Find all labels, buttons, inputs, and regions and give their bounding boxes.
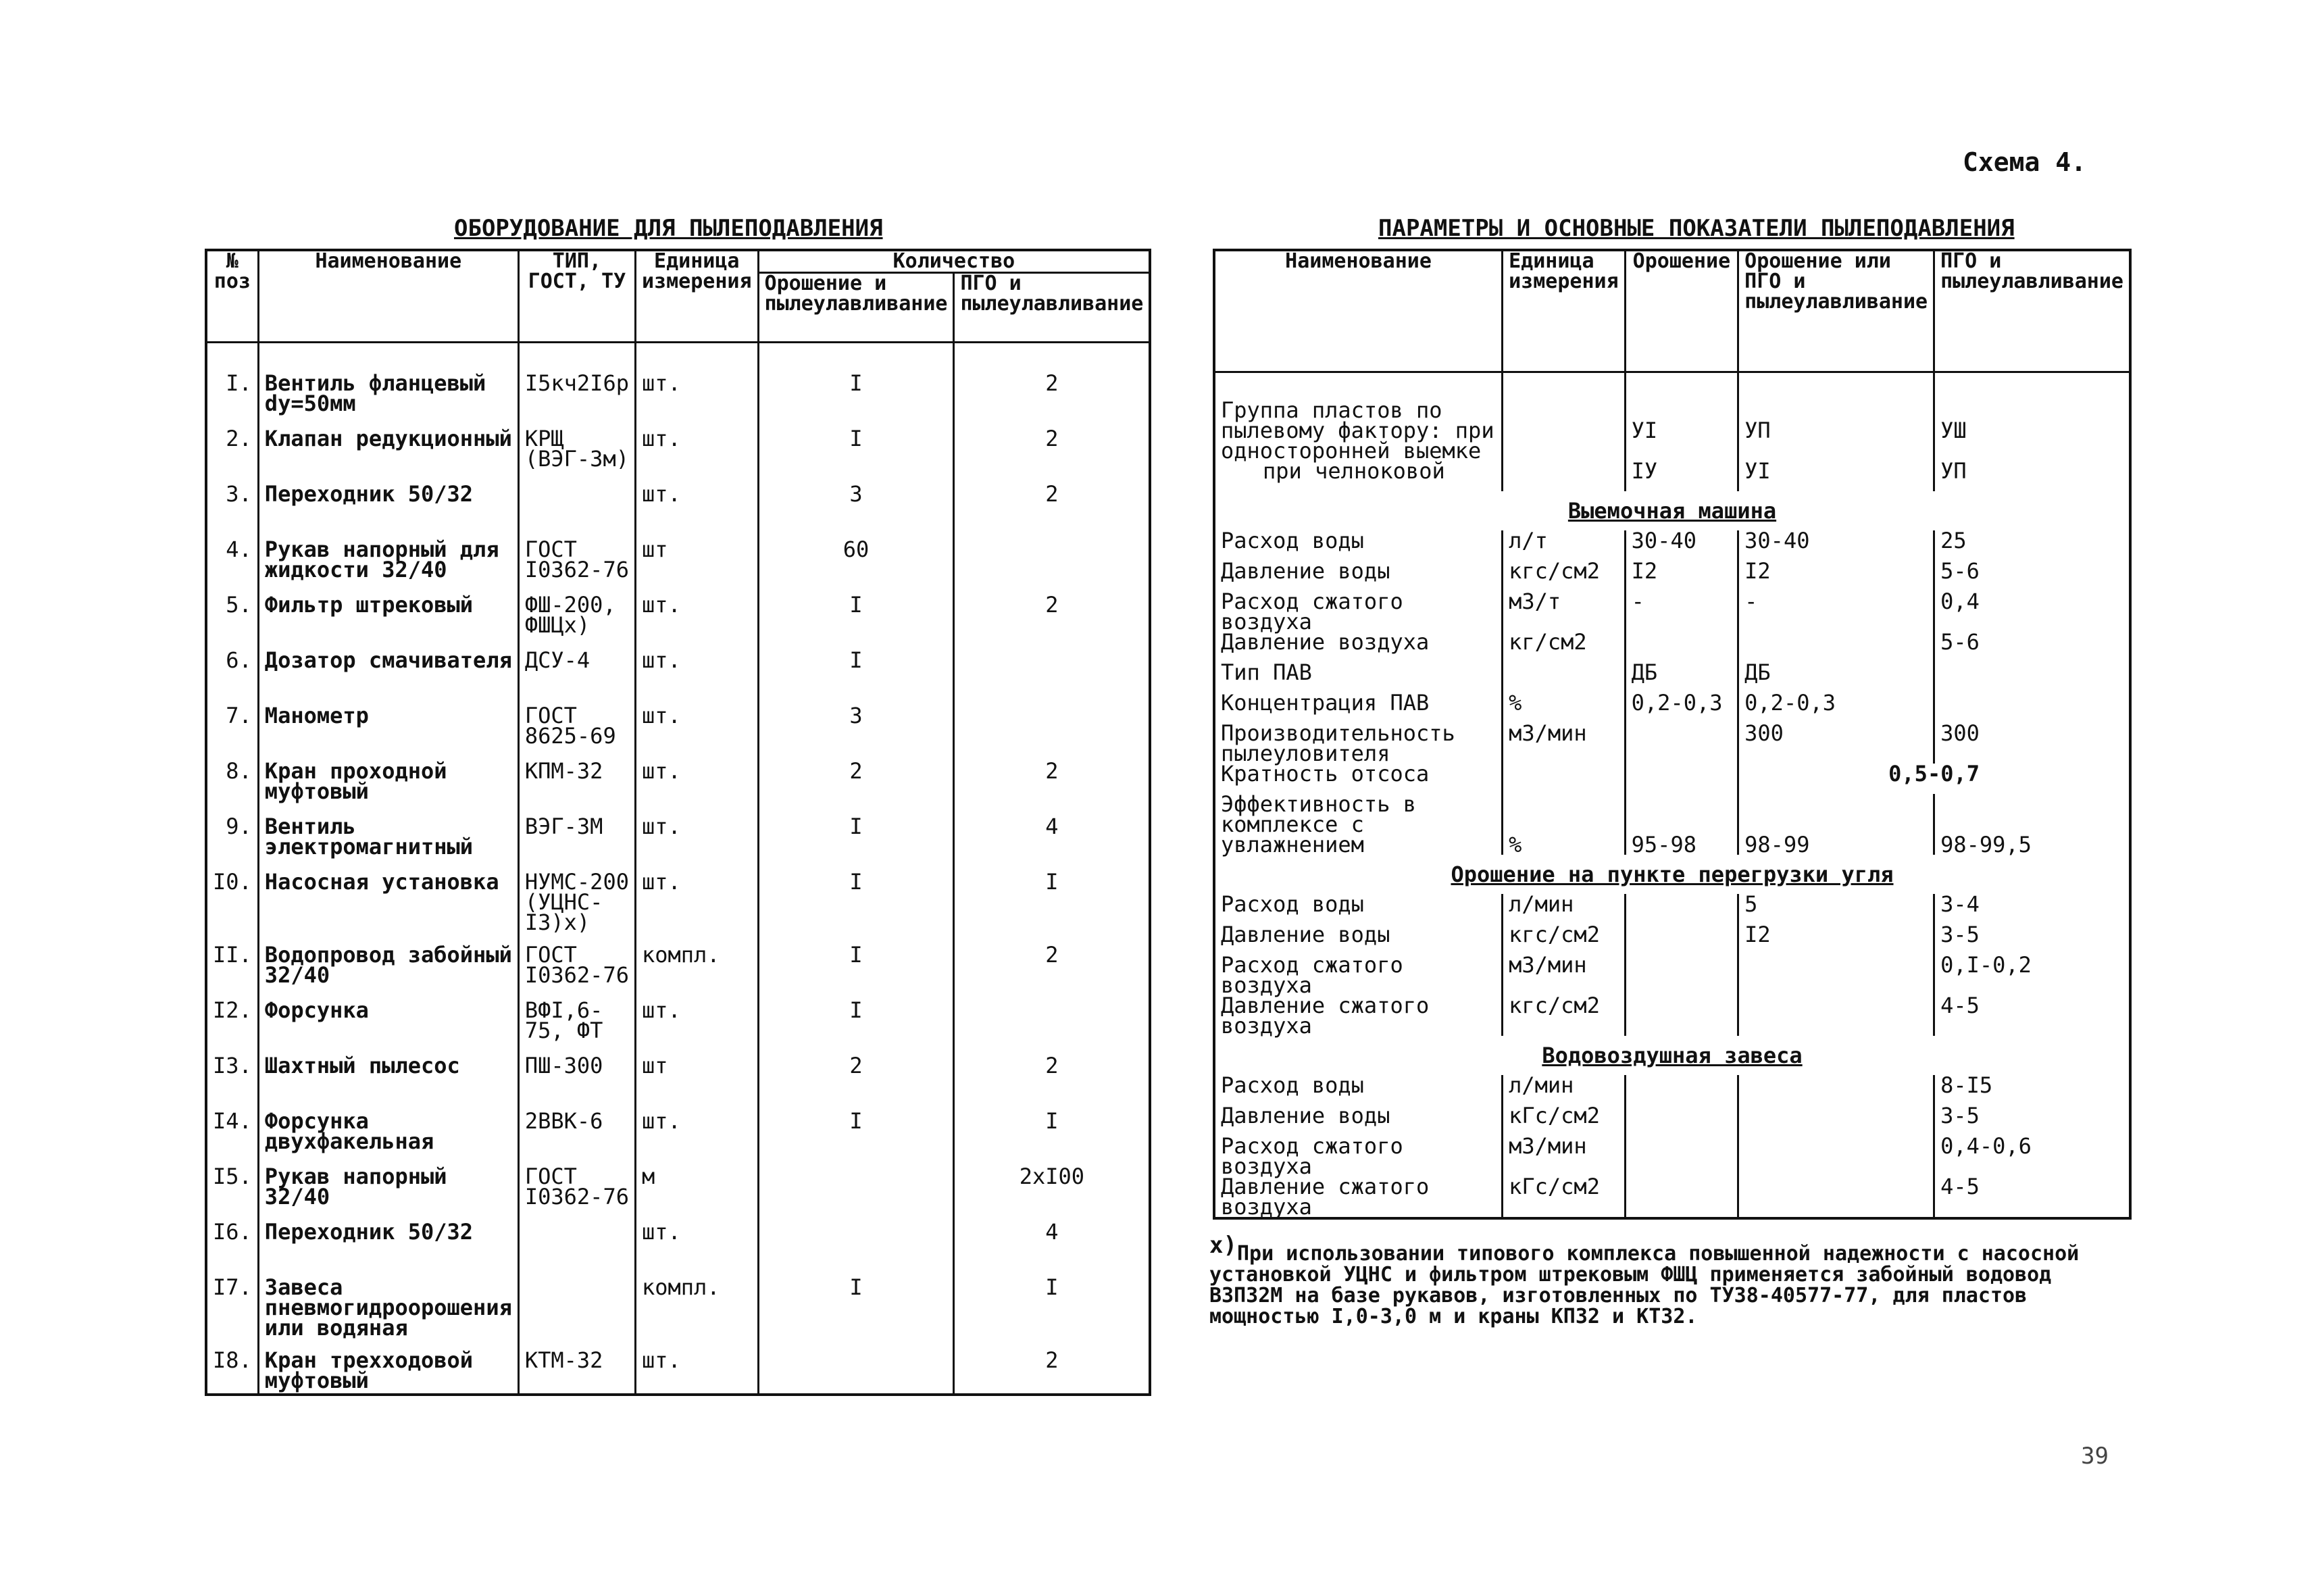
param-unit: кгс/см2: [1503, 924, 1626, 955]
equipment-table: [205, 249, 1151, 1396]
cell-type: ФШ-200, ФШЦx): [518, 582, 635, 638]
group-v1-c1: УI: [1625, 372, 1738, 461]
group-v1-c3: УШ: [1934, 372, 2130, 461]
cell-q2: [954, 638, 1150, 693]
cell-type: КРЩ (ВЭГ-3м): [518, 416, 635, 472]
param-unit: м3/мин: [1503, 1136, 1626, 1176]
param-name: Концентрация ПАВ: [1214, 693, 1503, 723]
param-row: [1214, 561, 2130, 591]
param-c3: 4-5: [1934, 995, 2130, 1036]
cell-unit: шт.: [635, 1210, 758, 1265]
param-c1: [1625, 723, 1738, 764]
schema-label: Схема 4.: [1963, 147, 2087, 177]
param-c2: 300: [1738, 723, 1934, 764]
param-unit: кгс/см2: [1503, 561, 1626, 591]
cell-q2: 2: [954, 343, 1150, 417]
param-unit: кгс/см2: [1503, 995, 1626, 1036]
cell-q1: 2: [758, 1043, 954, 1099]
param-c1: [1625, 894, 1738, 924]
param-unit: л/мин: [1503, 1075, 1626, 1105]
cell-type: ПШ-300: [518, 1043, 635, 1099]
cell-unit: шт.: [635, 693, 758, 749]
param-row: [1214, 662, 2130, 693]
col-name: Наименование: [258, 250, 518, 343]
param-c2: [1738, 632, 1934, 662]
cell-type: [518, 1210, 635, 1265]
param-c2: [1738, 1176, 1934, 1218]
param-c2: [1738, 1075, 1934, 1105]
footnote-text: При использовании типового комплекса повышенной надежности с насосной установкой УЦНС и фильтром штрековым ФШЦ применяется забойный водовод ВЗП32М на базе рукавов, изготовленных по ТУ38-40577-77, для пластов мощностью I,0-3,0 м и краны КП32 и КТ32.: [1209, 1242, 2080, 1328]
param-c2: 30-40: [1738, 530, 1934, 561]
cell-n: I4.: [206, 1099, 258, 1154]
param-c2: 5: [1738, 894, 1934, 924]
cell-type: ДСУ-4: [518, 638, 635, 693]
cell-unit: шт.: [635, 749, 758, 804]
cell-q2: I: [954, 859, 1150, 932]
cell-name: Форсунка двухфакельная: [258, 1099, 518, 1154]
cell-q1: [758, 1154, 954, 1210]
params-table: [1213, 249, 2132, 1220]
cell-n: 8.: [206, 749, 258, 804]
param-row: [1214, 1136, 2130, 1176]
cell-unit: шт.: [635, 859, 758, 932]
param-row: [1214, 591, 2130, 632]
param-c3: 3-5: [1934, 1105, 2130, 1136]
ratio-name: Кратность отсоса: [1214, 764, 1503, 794]
param-c1: [1625, 924, 1738, 955]
param-c2: [1738, 1136, 1934, 1176]
param-row: [1214, 1176, 2130, 1218]
param-unit: кГс/см2: [1503, 1176, 1626, 1218]
cell-q2: 4: [954, 804, 1150, 859]
param-c2: I2: [1738, 924, 1934, 955]
cell-q1: I: [758, 582, 954, 638]
cell-q1: I: [758, 416, 954, 472]
param-c2: [1738, 1105, 1934, 1136]
cell-n: 7.: [206, 693, 258, 749]
param-row: [1214, 955, 2130, 995]
section-curtain: Водовоздушная завеса: [1542, 1042, 1803, 1068]
cell-name: Манометр: [258, 693, 518, 749]
table-row: [206, 1043, 1150, 1099]
param-name: Расход воды: [1214, 1075, 1503, 1105]
section-cutter: Выемочная машина: [1567, 497, 1777, 524]
cell-n: I0.: [206, 859, 258, 932]
cell-n: 2.: [206, 416, 258, 472]
group-label-1: Группа пластов по пылевому фактору: при односторонней выемке: [1214, 372, 1503, 461]
cell-q2: [954, 693, 1150, 749]
col-q2: ПГО и пылеулавливание: [954, 273, 1150, 343]
group-v2-c2: УI: [1738, 461, 1934, 491]
cell-unit: шт.: [635, 638, 758, 693]
param-name: Расход воды: [1214, 530, 1503, 561]
param-c2: I2: [1738, 561, 1934, 591]
param-c1: -: [1625, 591, 1738, 632]
cell-unit: компл.: [635, 1265, 758, 1338]
param-c1: [1625, 1075, 1738, 1105]
pcol-c1: Орошение: [1625, 250, 1738, 372]
table-row: [206, 1210, 1150, 1265]
cell-q2: 2: [954, 582, 1150, 638]
cell-q1: 2: [758, 749, 954, 804]
cell-q1: I: [758, 1099, 954, 1154]
param-c2: -: [1738, 591, 1934, 632]
param-c1: [1625, 995, 1738, 1036]
table-row: [206, 693, 1150, 749]
footnote: [1209, 1232, 2135, 1328]
param-c3: 0,I-0,2: [1934, 955, 2130, 995]
cell-n: 4.: [206, 527, 258, 582]
table-row: [206, 749, 1150, 804]
cell-name: Рукав напорный для жидкости 32/40: [258, 527, 518, 582]
param-c1: 0,2-0,3: [1625, 693, 1738, 723]
table-row: [206, 582, 1150, 638]
param-name: Давление воздуха: [1214, 632, 1503, 662]
page-number: 39: [2081, 1443, 2109, 1470]
param-c2: [1738, 955, 1934, 995]
table-row: [206, 416, 1150, 472]
pcol-c2: Орошение или ПГО и пылеулавливание: [1738, 250, 1934, 372]
cell-q1: 3: [758, 472, 954, 527]
cell-type: ВФI,6-75, ФТ: [518, 988, 635, 1043]
cell-type: [518, 1265, 635, 1338]
param-c1: [1625, 1136, 1738, 1176]
cell-n: 9.: [206, 804, 258, 859]
table-row: [206, 1338, 1150, 1395]
col-unit: Единица измерения: [635, 250, 758, 343]
param-unit: л/т: [1503, 530, 1626, 561]
cell-name: Завеса пневмогидроорошения или водяная: [258, 1265, 518, 1338]
cell-q1: [758, 1338, 954, 1395]
param-name: Давление воды: [1214, 1105, 1503, 1136]
param-c3: 3-5: [1934, 924, 2130, 955]
pcol-unit: Единица измерения: [1503, 250, 1626, 372]
cell-n: I6.: [206, 1210, 258, 1265]
param-row: [1214, 1105, 2130, 1136]
col-q1: Орошение и пылеулавливание: [758, 273, 954, 343]
cell-name: Насосная установка: [258, 859, 518, 932]
cell-name: Рукав напорный 32/40: [258, 1154, 518, 1210]
table-row: [206, 527, 1150, 582]
group-v1-c2: УП: [1738, 372, 1934, 461]
param-row: [1214, 924, 2130, 955]
cell-type: НУМС-200 (УЦНС-I3)x): [518, 859, 635, 932]
param-row: [1214, 632, 2130, 662]
param-c3: 5-6: [1934, 632, 2130, 662]
col-num: № поз: [206, 250, 258, 343]
param-c1: [1625, 1176, 1738, 1218]
cell-q2: 2xI00: [954, 1154, 1150, 1210]
cell-name: Шахтный пылесос: [258, 1043, 518, 1099]
eff-c1: 95-98: [1625, 794, 1738, 855]
param-c2: [1738, 995, 1934, 1036]
cell-type: ГОСТ I0362-76: [518, 1154, 635, 1210]
cell-q1: [758, 1210, 954, 1265]
table-row: [206, 988, 1150, 1043]
param-c1: [1625, 955, 1738, 995]
param-name: Расход сжатого воздуха: [1214, 591, 1503, 632]
param-unit: м3/мин: [1503, 955, 1626, 995]
cell-q2: 2: [954, 749, 1150, 804]
cell-q1: I: [758, 638, 954, 693]
cell-name: Кран проходной муфтовый: [258, 749, 518, 804]
param-name: Расход сжатого воздуха: [1214, 1136, 1503, 1176]
param-c1: I2: [1625, 561, 1738, 591]
cell-unit: шт: [635, 1043, 758, 1099]
cell-q1: I: [758, 1265, 954, 1338]
cell-q1: I: [758, 804, 954, 859]
cell-type: ГОСТ I0362-76: [518, 932, 635, 988]
param-c2: 0,2-0,3: [1738, 693, 1934, 723]
eff-c3: 98-99,5: [1934, 794, 2130, 855]
param-unit: [1503, 662, 1626, 693]
param-c3: 300: [1934, 723, 2130, 764]
cell-name: Дозатор смачивателя: [258, 638, 518, 693]
cell-name: Вентиль фланцевый dу=50мм: [258, 343, 518, 417]
cell-unit: шт.: [635, 1099, 758, 1154]
param-c3: 4-5: [1934, 1176, 2130, 1218]
param-name: Тип ПАВ: [1214, 662, 1503, 693]
cell-q2: 2: [954, 416, 1150, 472]
param-c3: 8-I5: [1934, 1075, 2130, 1105]
cell-n: I5.: [206, 1154, 258, 1210]
param-name: Производительность пылеуловителя: [1214, 723, 1503, 764]
param-unit: м3/т: [1503, 591, 1626, 632]
param-unit: %: [1503, 693, 1626, 723]
cell-unit: шт.: [635, 804, 758, 859]
param-name: Расход сжатого воздуха: [1214, 955, 1503, 995]
param-c3: 3-4: [1934, 894, 2130, 924]
table-row: [206, 932, 1150, 988]
cell-name: Форсунка: [258, 988, 518, 1043]
params-title: ПАРАМЕТРЫ И ОСНОВНЫЕ ПОКАЗАТЕЛИ ПЫЛЕПОДАВЛЕНИЯ: [1378, 215, 2015, 242]
ratio-value: 0,5-0,7: [1738, 764, 2130, 794]
cell-n: 6.: [206, 638, 258, 693]
pcol-c3: ПГО и пылеулавливание: [1934, 250, 2130, 372]
cell-name: Переходник 50/32: [258, 1210, 518, 1265]
cell-q1: 60: [758, 527, 954, 582]
cell-type: КПМ-32: [518, 749, 635, 804]
param-unit: кГс/см2: [1503, 1105, 1626, 1136]
cell-name: Кран трехходовой муфтовый: [258, 1338, 518, 1395]
cell-q1: 3: [758, 693, 954, 749]
param-row: [1214, 530, 2130, 561]
param-c1: ДБ: [1625, 662, 1738, 693]
param-c1: [1625, 1105, 1738, 1136]
eff-c2: 98-99: [1738, 794, 1934, 855]
footnote-mark: x): [1209, 1232, 1237, 1259]
param-name: Давление воды: [1214, 561, 1503, 591]
cell-unit: шт.: [635, 416, 758, 472]
cell-type: I5кч2I6р: [518, 343, 635, 417]
cell-type: [518, 472, 635, 527]
cell-name: Переходник 50/32: [258, 472, 518, 527]
cell-q1: I: [758, 343, 954, 417]
param-row: [1214, 1075, 2130, 1105]
param-c1: [1625, 632, 1738, 662]
param-c3: 25: [1934, 530, 2130, 561]
param-name: Давление воды: [1214, 924, 1503, 955]
cell-type: ГОСТ 8625-69: [518, 693, 635, 749]
cell-type: ГОСТ I0362-76: [518, 527, 635, 582]
param-name: Расход воды: [1214, 894, 1503, 924]
cell-q2: 2: [954, 472, 1150, 527]
param-name: Давление сжатого воздуха: [1214, 995, 1503, 1036]
cell-unit: шт.: [635, 343, 758, 417]
table-row: [206, 1154, 1150, 1210]
cell-name: Водопровод забойный 32/40: [258, 932, 518, 988]
cell-unit: шт.: [635, 988, 758, 1043]
param-row: [1214, 723, 2130, 764]
cell-n: I3.: [206, 1043, 258, 1099]
cell-q2: 2: [954, 932, 1150, 988]
equipment-title: ОБОРУДОВАНИЕ ДЛЯ ПЫЛЕПОДАВЛЕНИЯ: [454, 215, 883, 242]
group-v2-c1: IУ: [1625, 461, 1738, 491]
cell-type: КТМ-32: [518, 1338, 635, 1395]
col-type: ТИП, ГОСТ, ТУ: [518, 250, 635, 343]
group-label-2: при челноковой: [1214, 461, 1503, 491]
cell-q2: [954, 527, 1150, 582]
cell-n: II.: [206, 932, 258, 988]
cell-type: 2ВВК-6: [518, 1099, 635, 1154]
eff-name: Эффективность в комплексе с увлажнением: [1214, 794, 1503, 855]
cell-q2: I: [954, 1265, 1150, 1338]
param-row: [1214, 894, 2130, 924]
param-unit: м3/мин: [1503, 723, 1626, 764]
param-c1: 30-40: [1625, 530, 1738, 561]
param-c3: 5-6: [1934, 561, 2130, 591]
table-row: [206, 1099, 1150, 1154]
pcol-name: Наименование: [1214, 250, 1503, 372]
table-row: [206, 859, 1150, 932]
cell-unit: шт: [635, 527, 758, 582]
cell-n: I2.: [206, 988, 258, 1043]
cell-n: I.: [206, 343, 258, 417]
param-c3: 0,4: [1934, 591, 2130, 632]
eff-unit: %: [1503, 794, 1626, 855]
param-unit: кг/см2: [1503, 632, 1626, 662]
cell-unit: шт.: [635, 1338, 758, 1395]
table-row: [206, 638, 1150, 693]
param-c3: [1934, 662, 2130, 693]
cell-q2: [954, 988, 1150, 1043]
cell-q2: 4: [954, 1210, 1150, 1265]
table-row: [206, 804, 1150, 859]
table-row: [206, 472, 1150, 527]
cell-name: Клапан редукционный: [258, 416, 518, 472]
cell-name: Вентиль электромагнитный: [258, 804, 518, 859]
cell-unit: шт.: [635, 472, 758, 527]
section-transfer: Орошение на пункте перегрузки угля: [1451, 861, 1894, 887]
param-name: Давление сжатого воздуха: [1214, 1176, 1503, 1218]
cell-type: ВЭГ-3М: [518, 804, 635, 859]
cell-n: 5.: [206, 582, 258, 638]
cell-unit: компл.: [635, 932, 758, 988]
param-c3: [1934, 693, 2130, 723]
cell-q2: I: [954, 1099, 1150, 1154]
cell-unit: шт.: [635, 582, 758, 638]
param-row: [1214, 995, 2130, 1036]
cell-q1: I: [758, 859, 954, 932]
cell-q1: I: [758, 988, 954, 1043]
cell-n: I8.: [206, 1338, 258, 1395]
cell-n: I7.: [206, 1265, 258, 1338]
cell-n: 3.: [206, 472, 258, 527]
table-row: [206, 1265, 1150, 1338]
cell-name: Фильтр штрековый: [258, 582, 518, 638]
table-row: [206, 343, 1150, 417]
cell-q2: 2: [954, 1338, 1150, 1395]
col-quantity: Количество: [758, 250, 1150, 273]
param-c3: 0,4-0,6: [1934, 1136, 2130, 1176]
param-row: [1214, 693, 2130, 723]
cell-q1: I: [758, 932, 954, 988]
cell-unit: м: [635, 1154, 758, 1210]
cell-q2: 2: [954, 1043, 1150, 1099]
group-v2-c3: УП: [1934, 461, 2130, 491]
param-c2: ДБ: [1738, 662, 1934, 693]
param-unit: л/мин: [1503, 894, 1626, 924]
